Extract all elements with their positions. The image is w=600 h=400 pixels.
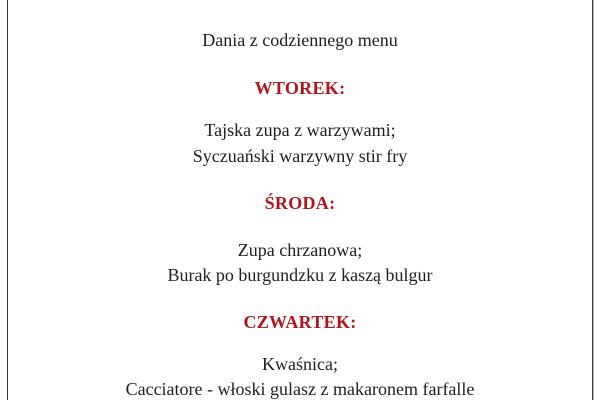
dish-line: Syczuański warzywny stir fry — [192, 146, 408, 166]
menu-intro: Dania z codziennego menu — [202, 30, 398, 50]
day-heading-wtorek: WTOREK: — [254, 78, 346, 98]
dish-line: Cacciatore - włoski gulasz z makaronem farfalle — [125, 379, 475, 399]
dish-line: Zupa chrzanowa; — [237, 240, 363, 260]
clipped-day-heading — [0, 0, 600, 1]
dish-line: Burak po burgundzku z kaszą bulgur — [167, 265, 433, 285]
dish-line: Kwaśnica; — [262, 354, 338, 374]
day-heading-sroda: ŚRODA: — [264, 193, 336, 213]
day-heading-czwartek: CZWARTEK: — [243, 312, 357, 332]
dish-line: Tajska zupa z warzywami; — [204, 120, 396, 140]
